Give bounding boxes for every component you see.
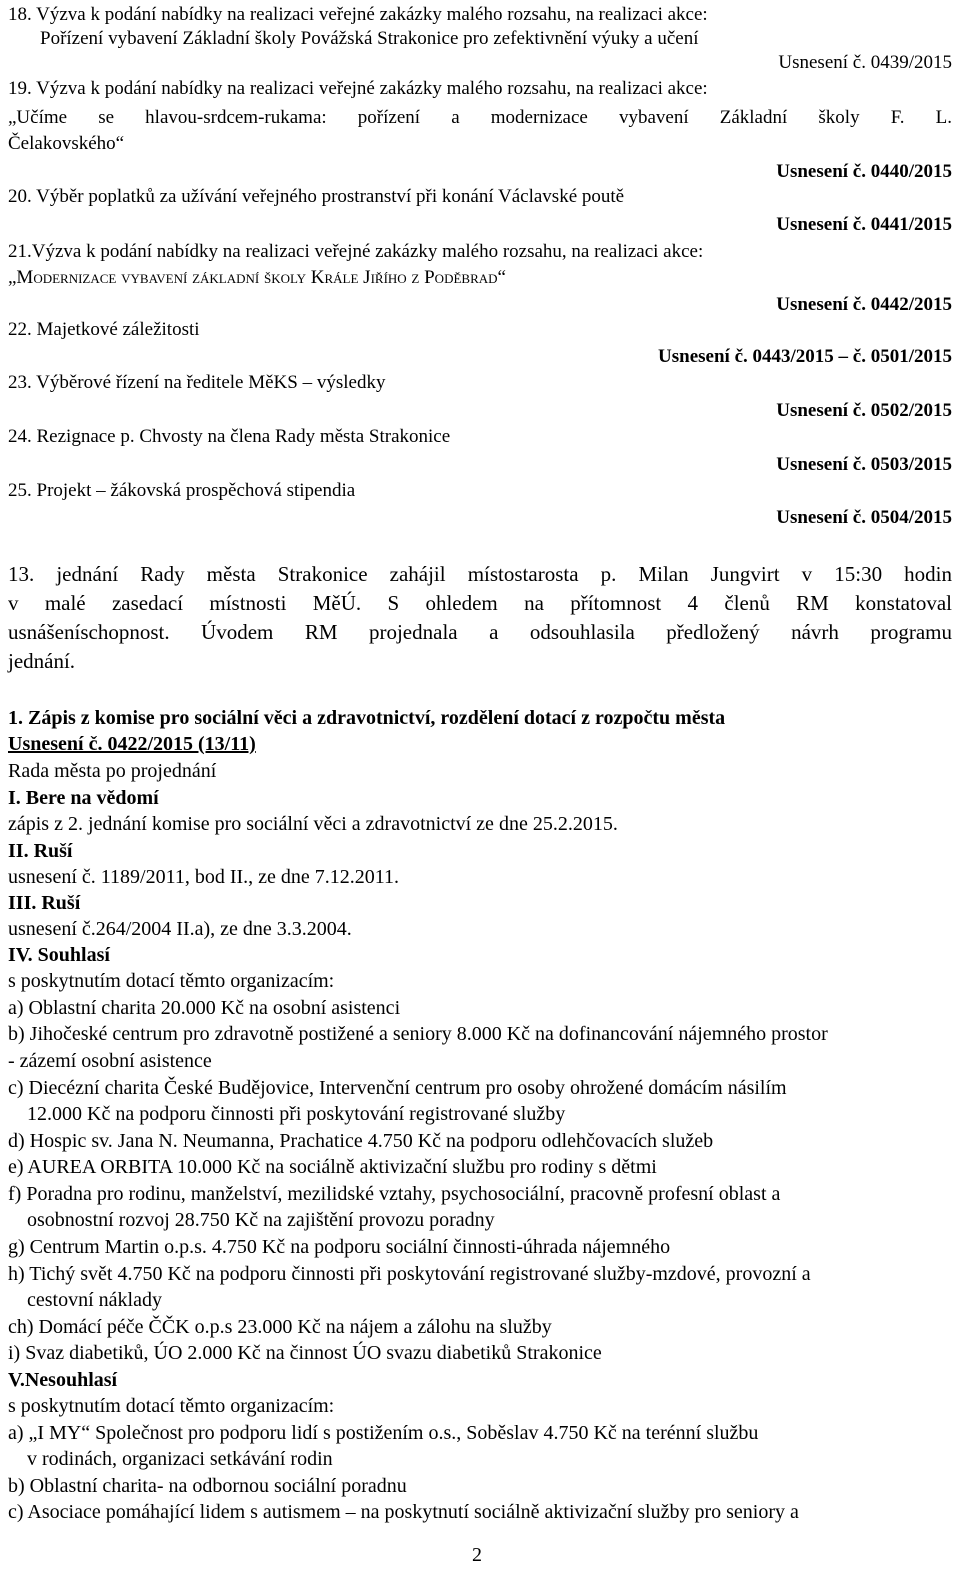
rejected-item-a-cont: v rodinách, organizaci setkávání rodin bbox=[27, 1448, 333, 1470]
agenda-item-19-subtitle-cont: Čelakovského“ bbox=[8, 133, 125, 154]
agenda-item-23-resolution: Usnesení č. 0502/2015 bbox=[776, 400, 952, 421]
agenda-item-21-resolution: Usnesení č. 0442/2015 bbox=[776, 294, 952, 315]
agenda-item-18-subtitle: Pořízení vybavení Základní školy Povážská Strakonice pro zefektivnění výuky a učení bbox=[40, 28, 699, 49]
point-IV-text: s poskytnutím dotací těmto organizacím: bbox=[8, 970, 335, 992]
point-V-text: s poskytnutím dotací těmto organizacím: bbox=[8, 1395, 335, 1417]
section-1-resolution: Usnesení č. 0422/2015 (13/11) bbox=[8, 733, 256, 755]
agenda-item-22-title: 22. Majetkové záležitosti bbox=[8, 319, 200, 340]
agenda-item-19-resolution: Usnesení č. 0440/2015 bbox=[776, 161, 952, 182]
agenda-item-25-resolution: Usnesení č. 0504/2015 bbox=[776, 507, 952, 528]
point-II-text: usnesení č. 1189/2011, bod II., ze dne 7.12.2011. bbox=[8, 866, 400, 888]
rejected-item-c: c) Asociace pomáhající lidem s autismem – na poskytnutí sociálně aktivizační služby pro seniory a bbox=[8, 1501, 799, 1523]
agenda-item-20-title: 20. Výběr poplatků za užívání veřejného prostranství při konání Václavské poutě bbox=[8, 186, 625, 207]
intro-line-4: jednání. bbox=[8, 649, 76, 673]
grant-item-h-cont: cestovní náklady bbox=[27, 1289, 162, 1311]
grant-item-f-cont: osobnostní rozvoj 28.750 Kč na zajištění provozu poradny bbox=[27, 1209, 495, 1231]
page-number: 2 bbox=[472, 1544, 482, 1566]
rejected-item-a: a) „I MY“ Společnost pro podporu lidí s postižením o.s., Soběslav 4.750 Kč na terénní službu bbox=[8, 1422, 759, 1444]
grant-item-c: c) Diecézní charita České Budějovice, Intervenční centrum pro osoby ohrožené domácím násilím bbox=[8, 1077, 787, 1099]
agenda-item-19-subtitle: „Učíme se hlavou-srdcem-rukama: pořízení a modernizace vybavení Základní školy F. L. bbox=[8, 107, 952, 128]
agenda-item-22-resolution: Usnesení č. 0443/2015 – č. 0501/2015 bbox=[658, 346, 952, 367]
agenda-item-24-resolution: Usnesení č. 0503/2015 bbox=[776, 454, 952, 475]
grant-item-g: g) Centrum Martin o.p.s. 4.750 Kč na podporu sociální činnosti-úhrada nájemného bbox=[8, 1236, 671, 1258]
section-1-heading: 1. Zápis z komise pro sociální věci a zdravotnictví, rozdělení dotací z rozpočtu města bbox=[8, 707, 726, 729]
agenda-item-24-title: 24. Rezignace p. Chvosty na člena Rady města Strakonice bbox=[8, 426, 451, 447]
agenda-item-25-title: 25. Projekt – žákovská prospěchová stipendia bbox=[8, 480, 356, 501]
grant-item-ch: ch) Domácí péče ČČK o.p.s 23.000 Kč na nájem a zálohu na služby bbox=[8, 1316, 552, 1338]
agenda-item-21-title: 21.Výzva k podání nabídky na realizaci veřejné zakázky malého rozsahu, na realizaci akce: bbox=[8, 241, 704, 262]
point-III-text: usnesení č.264/2004 II.a), ze dne 3.3.2004. bbox=[8, 918, 352, 940]
point-I-text: zápis z 2. jednání komise pro sociální věci a zdravotnictví ze dne 25.2.2015. bbox=[8, 813, 618, 835]
intro-line-1: 13. jednání Rady města Strakonice zahájil místostarosta p. Milan Jungvirt v 15:30 hodin bbox=[8, 562, 952, 586]
agenda-item-21-subtitle: „Modernizace vybavení základní školy Krále Jiřího z Poděbrad“ bbox=[8, 267, 506, 288]
agenda-item-18-resolution: Usnesení č. 0439/2015 bbox=[778, 52, 952, 73]
grant-item-h: h) Tichý svět 4.750 Kč na podporu činnosti při poskytování registrované služby-mzdové, provozní a bbox=[8, 1263, 811, 1285]
grant-item-b: b) Jihočeské centrum pro zdravotně postižené a seniory 8.000 Kč na dofinancování nájemného prostor bbox=[8, 1023, 828, 1045]
agenda-item-19-title: 19. Výzva k podání nabídky na realizaci veřejné zakázky malého rozsahu, na realizaci akce: bbox=[8, 78, 708, 99]
grant-item-a: a) Oblastní charita 20.000 Kč na osobní asistenci bbox=[8, 997, 401, 1019]
point-I-heading: I. Bere na vědomí bbox=[8, 787, 159, 809]
intro-line-2: v malé zasedací místnosti MěÚ. S ohledem na přítomnost 4 členů RM konstatoval bbox=[8, 591, 952, 615]
point-V-heading: V.Nesouhlasí bbox=[8, 1369, 118, 1391]
grant-item-f: f) Poradna pro rodinu, manželství, mezilidské vztahy, psychosociální, pracovně profesní oblast a bbox=[8, 1183, 781, 1205]
agenda-item-23-title: 23. Výběrové řízení na ředitele MěKS – výsledky bbox=[8, 372, 386, 393]
grant-item-d: d) Hospic sv. Jana N. Neumanna, Prachatice 4.750 Kč na podporu odlehčovacích služeb bbox=[8, 1130, 714, 1152]
point-II-heading: II. Ruší bbox=[8, 840, 73, 862]
grant-item-c-cont: 12.000 Kč na podporu činnosti při poskytování registrované služby bbox=[27, 1103, 566, 1125]
agenda-item-20-resolution: Usnesení č. 0441/2015 bbox=[776, 214, 952, 235]
point-III-heading: III. Ruší bbox=[8, 892, 81, 914]
grant-item-i: i) Svaz diabetiků, ÚO 2.000 Kč na činnost ÚO svazu diabetiků Strakonice bbox=[8, 1342, 602, 1364]
point-IV-heading: IV. Souhlasí bbox=[8, 944, 110, 966]
grant-item-e: e) AUREA ORBITA 10.000 Kč na sociálně aktivizační službu pro rodiny s dětmi bbox=[8, 1156, 657, 1178]
rejected-item-b: b) Oblastní charita- na odbornou sociální poradnu bbox=[8, 1475, 407, 1497]
section-1-intro: Rada města po projednání bbox=[8, 760, 217, 782]
agenda-item-18-title: 18. Výzva k podání nabídky na realizaci veřejné zakázky malého rozsahu, na realizaci akce: bbox=[8, 4, 708, 25]
grant-item-b-cont: - zázemí osobní asistence bbox=[8, 1050, 212, 1072]
intro-line-3: usnášeníschopnost. Úvodem RM projednala a odsouhlasila předložený návrh programu bbox=[8, 620, 952, 644]
